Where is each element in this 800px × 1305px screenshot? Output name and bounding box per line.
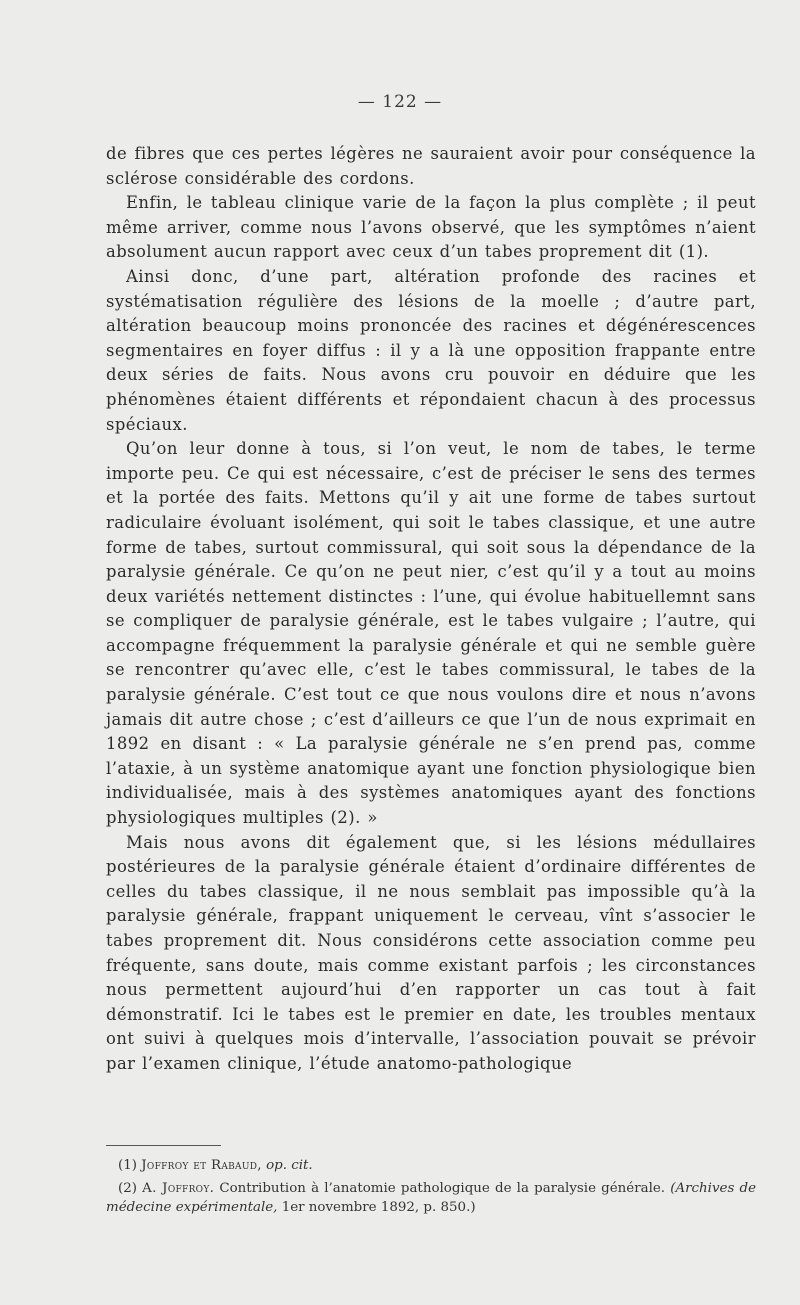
paragraph: Enfin, le tableau clinique varie de la façon la plus complète ; il peut même arriver, comme nous l’avons observé, que les symptômes n’aient absolument aucun rapport avec ceux d’un tabes proprement dit (1). bbox=[106, 193, 756, 262]
footnote-marker: (2) bbox=[118, 1181, 137, 1196]
page-number: — 122 — bbox=[357, 92, 443, 112]
footnote-journal: (Archives de médecine expérimentale, bbox=[106, 1181, 756, 1215]
paragraph: Qu’on leur donne à tous, si l’on veut, le nom de tabes, le terme importe peu. Ce qui est nécessaire, c’est de préciser le sens des termes et la portée des faits. Mettons qu’il y ait une forme de tabes surtout radiculaire évoluant isolément, qui soit le tabes classique, et une autre forme de tabes, surtout commissural, qui soit sous la dépendance de la paralysie générale. Ce qu’on ne peut nier, c’est qu’il y a tout au moins deux variétés nettement distinctes : l’une, qui évolue habituellemnt sans se compliquer de paralysie générale, est le tabes vulgaire ; l’autre, qui accompagne fréquemment la paralysie générale et qui ne semble guère se rencontrer qu’avec elle, c’est le tabes commissural, le tabes de la paralysie générale. C’est tout ce que nous voulons dire et nous n’avons jamais dit autre chose ; c’est d’ailleurs ce que l’un de nous exprimait en 1892 en disant : « La paralysie générale ne s’en prend pas, comme l’ataxie, à un système anatomique ayant une fonction physiologique bien individualisée, mais à des systèmes anatomiques ayant des fonctions physiologiques multiples (2). » bbox=[106, 439, 756, 828]
footnote-separator bbox=[106, 1145, 221, 1146]
footnotes bbox=[106, 1156, 756, 1221]
footnote-reference: op. cit. bbox=[266, 1158, 313, 1173]
footnote-2 bbox=[106, 1179, 756, 1217]
footnote-authors: Joffroy et Rabaud, bbox=[141, 1158, 262, 1173]
footnote-date: 1er novembre 1892, p. 850.) bbox=[281, 1200, 476, 1215]
paragraph: Mais nous avons dit également que, si les lésions médullaires postérieures de la paralysie générale étaient d’ordinaire différentes de celles du tabes classique, il ne nous semblait pas impossible qu’à la paralysie générale, frappant uniquement le cerveau, vînt s’associer le tabes proprement dit. Nous considérons cette association comme peu fréquente, sans doute, mais comme existant parfois ; les circonstances nous permettent aujourd’hui d’en rapporter un cas tout à fait démonstratif. Ici le tabes est le premier en date, les troubles mentaux ont suivi à quelques mois d’intervalle, l’association pouvait se prévoir par l’examen clinique, l’étude anatomo-pathologique bbox=[106, 832, 756, 1073]
footnote-author: A. Joffroy. bbox=[142, 1181, 215, 1196]
footnote-1 bbox=[106, 1156, 756, 1175]
main-text bbox=[106, 142, 756, 1077]
paragraph: Ainsi donc, d’une part, altération profonde des racines et systématisation régulière des lésions de la moelle ; d’autre part, altération beaucoup moins prononcée des racines et dégénérescences segmentaires en foyer diffus : il y a là une opposition frappante entre deux séries de faits. Nous avons cru pouvoir en déduire que les phénomènes étaient différents et répondaient chacun à des processus spéciaux. bbox=[106, 266, 756, 434]
footnote-marker: (1) bbox=[118, 1158, 137, 1173]
paragraph-continuation: de fibres que ces pertes légères ne sauraient avoir pour conséquence la sclérose considérable des cordons. bbox=[106, 144, 756, 188]
footnote-title: Contribution à l’anatomie pathologique de la paralysie générale. bbox=[219, 1181, 666, 1196]
